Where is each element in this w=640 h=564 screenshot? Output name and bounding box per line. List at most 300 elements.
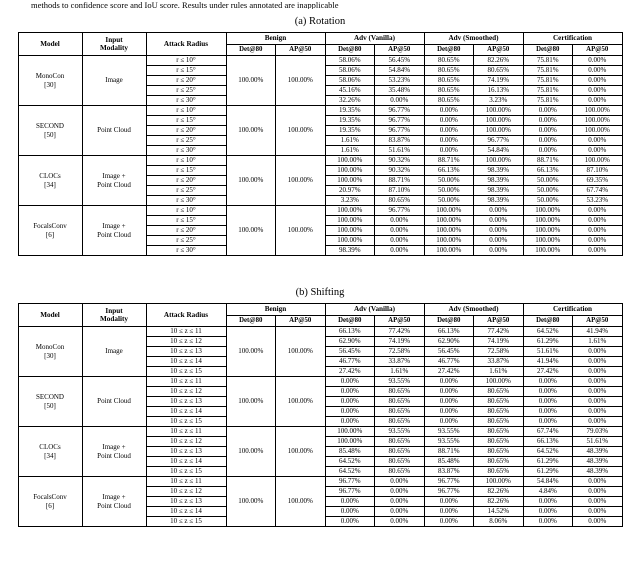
header-input-modality: Input Modality bbox=[82, 33, 146, 56]
header-ap50: AP@50 bbox=[276, 45, 326, 56]
cert-ap-cell: 0.00% bbox=[573, 66, 623, 76]
adv-smoothed-ap-cell: 100.00% bbox=[474, 477, 524, 487]
cert-det-cell: 100.00% bbox=[523, 216, 573, 226]
adv-smoothed-ap-cell: 80.65% bbox=[474, 397, 524, 407]
adv-smoothed-det-cell: 0.00% bbox=[424, 407, 474, 417]
cert-ap-cell: 0.00% bbox=[573, 507, 623, 517]
adv-vanilla-det-cell: 100.00% bbox=[325, 236, 375, 246]
adv-vanilla-ap-cell: 96.77% bbox=[375, 106, 425, 116]
adv-vanilla-det-cell: 58.06% bbox=[325, 76, 375, 86]
radius-cell: 10 ≤ z ≤ 13 bbox=[146, 397, 226, 407]
cert-det-cell: 66.13% bbox=[523, 166, 573, 176]
table-row bbox=[18, 106, 622, 116]
cert-det-cell: 88.71% bbox=[523, 156, 573, 166]
adv-smoothed-ap-cell: 54.84% bbox=[474, 146, 524, 156]
cert-det-cell: 0.00% bbox=[523, 146, 573, 156]
benign-ap-cell: 100.00% bbox=[276, 106, 326, 156]
cert-det-cell: 0.00% bbox=[523, 126, 573, 136]
header-benign: Benign bbox=[226, 304, 325, 316]
header-adv-vanilla: Adv (Vanilla) bbox=[325, 33, 424, 45]
adv-smoothed-det-cell: 96.77% bbox=[424, 477, 474, 487]
adv-vanilla-ap-cell: 80.65% bbox=[375, 397, 425, 407]
table-row bbox=[18, 156, 622, 166]
radius-cell: 10 ≤ z ≤ 13 bbox=[146, 497, 226, 507]
adv-vanilla-det-cell: 0.00% bbox=[325, 497, 375, 507]
cert-ap-cell: 100.00% bbox=[573, 106, 623, 116]
adv-vanilla-ap-cell: 0.00% bbox=[375, 246, 425, 256]
modality-cell: Point Cloud bbox=[82, 106, 146, 156]
header-adv-smoothed: Adv (Smoothed) bbox=[424, 304, 523, 316]
adv-smoothed-ap-cell: 80.65% bbox=[474, 387, 524, 397]
table-row bbox=[18, 427, 622, 437]
adv-vanilla-det-cell: 100.00% bbox=[325, 216, 375, 226]
radius-cell: 10 ≤ z ≤ 15 bbox=[146, 417, 226, 427]
adv-smoothed-ap-cell: 80.65% bbox=[474, 417, 524, 427]
radius-cell: r ≤ 15° bbox=[146, 216, 226, 226]
radius-cell: 10 ≤ z ≤ 14 bbox=[146, 407, 226, 417]
modality-cell: Point Cloud bbox=[82, 377, 146, 427]
adv-vanilla-det-cell: 19.35% bbox=[325, 126, 375, 136]
radius-cell: r ≤ 20° bbox=[146, 226, 226, 236]
cert-det-cell: 41.94% bbox=[523, 357, 573, 367]
radius-cell: r ≤ 25° bbox=[146, 136, 226, 146]
adv-smoothed-det-cell: 80.65% bbox=[424, 66, 474, 76]
adv-vanilla-ap-cell: 51.61% bbox=[375, 146, 425, 156]
cert-ap-cell: 79.03% bbox=[573, 427, 623, 437]
cert-ap-cell: 0.00% bbox=[573, 216, 623, 226]
table-host-rotation bbox=[0, 32, 640, 256]
cert-ap-cell: 48.39% bbox=[573, 447, 623, 457]
radius-cell: 10 ≤ z ≤ 13 bbox=[146, 447, 226, 457]
adv-smoothed-ap-cell: 82.26% bbox=[474, 497, 524, 507]
adv-vanilla-ap-cell: 80.65% bbox=[375, 196, 425, 206]
header-certification: Certification bbox=[523, 304, 622, 316]
header-det80: Det@80 bbox=[226, 316, 276, 327]
header-det80: Det@80 bbox=[523, 316, 573, 327]
adv-smoothed-det-cell: 50.00% bbox=[424, 176, 474, 186]
cert-ap-cell: 0.00% bbox=[573, 236, 623, 246]
adv-vanilla-ap-cell: 96.77% bbox=[375, 206, 425, 216]
benign-ap-cell: 100.00% bbox=[276, 156, 326, 206]
adv-smoothed-det-cell: 62.90% bbox=[424, 337, 474, 347]
cert-det-cell: 75.81% bbox=[523, 66, 573, 76]
table-row bbox=[18, 327, 622, 337]
cert-ap-cell: 100.00% bbox=[573, 156, 623, 166]
cert-ap-cell: 87.10% bbox=[573, 166, 623, 176]
adv-vanilla-ap-cell: 90.32% bbox=[375, 156, 425, 166]
adv-smoothed-ap-cell: 96.77% bbox=[474, 136, 524, 146]
adv-vanilla-ap-cell: 96.77% bbox=[375, 116, 425, 126]
header-adv-smoothed: Adv (Smoothed) bbox=[424, 33, 523, 45]
cert-ap-cell: 100.00% bbox=[573, 126, 623, 136]
benign-det-cell: 100.00% bbox=[226, 106, 276, 156]
benign-det-cell: 100.00% bbox=[226, 327, 276, 377]
header-det80: Det@80 bbox=[424, 316, 474, 327]
header-model: Model bbox=[18, 33, 82, 56]
cert-det-cell: 0.00% bbox=[523, 387, 573, 397]
cert-ap-cell: 1.61% bbox=[573, 337, 623, 347]
cert-det-cell: 66.13% bbox=[523, 437, 573, 447]
modality-cell: Image + Point Cloud bbox=[82, 156, 146, 206]
cert-det-cell: 100.00% bbox=[523, 226, 573, 236]
adv-smoothed-det-cell: 50.00% bbox=[424, 196, 474, 206]
cert-det-cell: 0.00% bbox=[523, 417, 573, 427]
radius-cell: 10 ≤ z ≤ 11 bbox=[146, 327, 226, 337]
adv-vanilla-ap-cell: 74.19% bbox=[375, 337, 425, 347]
adv-vanilla-det-cell: 19.35% bbox=[325, 116, 375, 126]
cert-ap-cell: 0.00% bbox=[573, 377, 623, 387]
adv-smoothed-det-cell: 93.55% bbox=[424, 427, 474, 437]
adv-vanilla-det-cell: 64.52% bbox=[325, 467, 375, 477]
radius-cell: r ≤ 15° bbox=[146, 166, 226, 176]
cert-det-cell: 50.00% bbox=[523, 196, 573, 206]
radius-cell: 10 ≤ z ≤ 12 bbox=[146, 487, 226, 497]
header-ap50: AP@50 bbox=[573, 316, 623, 327]
adv-vanilla-det-cell: 0.00% bbox=[325, 397, 375, 407]
cert-det-cell: 100.00% bbox=[523, 206, 573, 216]
cert-det-cell: 0.00% bbox=[523, 377, 573, 387]
benign-det-cell: 100.00% bbox=[226, 156, 276, 206]
adv-vanilla-ap-cell: 54.84% bbox=[375, 66, 425, 76]
adv-smoothed-det-cell: 100.00% bbox=[424, 216, 474, 226]
adv-vanilla-ap-cell: 0.00% bbox=[375, 507, 425, 517]
cert-det-cell: 75.81% bbox=[523, 86, 573, 96]
adv-smoothed-det-cell: 80.65% bbox=[424, 56, 474, 66]
adv-smoothed-det-cell: 0.00% bbox=[424, 136, 474, 146]
cert-ap-cell: 0.00% bbox=[573, 487, 623, 497]
adv-vanilla-det-cell: 100.00% bbox=[325, 166, 375, 176]
adv-vanilla-det-cell: 0.00% bbox=[325, 417, 375, 427]
radius-cell: r ≤ 25° bbox=[146, 86, 226, 96]
adv-vanilla-ap-cell: 90.32% bbox=[375, 166, 425, 176]
cert-det-cell: 75.81% bbox=[523, 96, 573, 106]
radius-cell: r ≤ 10° bbox=[146, 206, 226, 216]
adv-smoothed-ap-cell: 98.39% bbox=[474, 196, 524, 206]
benign-ap-cell: 100.00% bbox=[276, 427, 326, 477]
radius-cell: 10 ≤ z ≤ 12 bbox=[146, 387, 226, 397]
cert-det-cell: 100.00% bbox=[523, 246, 573, 256]
header-ap50: AP@50 bbox=[573, 45, 623, 56]
adv-smoothed-det-cell: 83.87% bbox=[424, 467, 474, 477]
cert-det-cell: 61.29% bbox=[523, 337, 573, 347]
header-benign: Benign bbox=[226, 33, 325, 45]
adv-vanilla-ap-cell: 80.65% bbox=[375, 407, 425, 417]
radius-cell: r ≤ 20° bbox=[146, 176, 226, 186]
cert-ap-cell: 0.00% bbox=[573, 397, 623, 407]
adv-vanilla-det-cell: 19.35% bbox=[325, 106, 375, 116]
adv-smoothed-det-cell: 0.00% bbox=[424, 397, 474, 407]
cert-det-cell: 54.84% bbox=[523, 477, 573, 487]
results-table-shifting bbox=[18, 303, 623, 527]
adv-smoothed-ap-cell: 14.52% bbox=[474, 507, 524, 517]
adv-vanilla-ap-cell: 56.45% bbox=[375, 56, 425, 66]
adv-smoothed-det-cell: 80.65% bbox=[424, 96, 474, 106]
adv-smoothed-det-cell: 66.13% bbox=[424, 327, 474, 337]
adv-vanilla-det-cell: 100.00% bbox=[325, 427, 375, 437]
cert-ap-cell: 0.00% bbox=[573, 517, 623, 527]
radius-cell: 10 ≤ z ≤ 14 bbox=[146, 357, 226, 367]
cert-det-cell: 61.29% bbox=[523, 457, 573, 467]
adv-vanilla-det-cell: 58.06% bbox=[325, 66, 375, 76]
adv-vanilla-det-cell: 32.26% bbox=[325, 96, 375, 106]
adv-smoothed-det-cell: 0.00% bbox=[424, 126, 474, 136]
header-attack-radius: Attack Radius bbox=[146, 304, 226, 327]
model-cell: CLOCs [34] bbox=[18, 156, 82, 206]
adv-vanilla-det-cell: 66.13% bbox=[325, 327, 375, 337]
header-det80: Det@80 bbox=[424, 45, 474, 56]
adv-vanilla-ap-cell: 0.00% bbox=[375, 226, 425, 236]
radius-cell: 10 ≤ z ≤ 11 bbox=[146, 377, 226, 387]
adv-smoothed-ap-cell: 80.65% bbox=[474, 467, 524, 477]
adv-vanilla-ap-cell: 53.23% bbox=[375, 76, 425, 86]
header-det80: Det@80 bbox=[325, 45, 375, 56]
cert-det-cell: 0.00% bbox=[523, 136, 573, 146]
benign-det-cell: 100.00% bbox=[226, 377, 276, 427]
adv-vanilla-ap-cell: 80.65% bbox=[375, 437, 425, 447]
adv-vanilla-ap-cell: 1.61% bbox=[375, 367, 425, 377]
adv-smoothed-ap-cell: 100.00% bbox=[474, 116, 524, 126]
adv-vanilla-det-cell: 27.42% bbox=[325, 367, 375, 377]
cert-ap-cell: 48.39% bbox=[573, 457, 623, 467]
adv-vanilla-ap-cell: 87.10% bbox=[375, 186, 425, 196]
adv-smoothed-det-cell: 56.45% bbox=[424, 347, 474, 357]
adv-smoothed-ap-cell: 8.06% bbox=[474, 517, 524, 527]
header-ap50: AP@50 bbox=[474, 45, 524, 56]
adv-vanilla-det-cell: 100.00% bbox=[325, 437, 375, 447]
adv-vanilla-det-cell: 96.77% bbox=[325, 487, 375, 497]
adv-vanilla-det-cell: 46.77% bbox=[325, 357, 375, 367]
cert-det-cell: 0.00% bbox=[523, 407, 573, 417]
adv-vanilla-det-cell: 1.61% bbox=[325, 146, 375, 156]
adv-smoothed-ap-cell: 0.00% bbox=[474, 206, 524, 216]
cert-det-cell: 0.00% bbox=[523, 497, 573, 507]
cert-det-cell: 64.52% bbox=[523, 327, 573, 337]
adv-vanilla-ap-cell: 0.00% bbox=[375, 477, 425, 487]
cert-ap-cell: 0.00% bbox=[573, 56, 623, 66]
adv-smoothed-ap-cell: 72.58% bbox=[474, 347, 524, 357]
adv-smoothed-det-cell: 88.71% bbox=[424, 156, 474, 166]
top-text-fragment: methods to confidence score and IoU score. Results under rules annotated are inapplicable bbox=[31, 0, 339, 9]
table-row bbox=[18, 56, 622, 66]
adv-smoothed-ap-cell: 80.65% bbox=[474, 66, 524, 76]
adv-smoothed-det-cell: 88.71% bbox=[424, 447, 474, 457]
adv-vanilla-det-cell: 100.00% bbox=[325, 176, 375, 186]
adv-vanilla-ap-cell: 93.55% bbox=[375, 427, 425, 437]
header-model: Model bbox=[18, 304, 82, 327]
radius-cell: r ≤ 10° bbox=[146, 56, 226, 66]
header-ap50: AP@50 bbox=[276, 316, 326, 327]
radius-cell: 10 ≤ z ≤ 14 bbox=[146, 457, 226, 467]
modality-cell: Image + Point Cloud bbox=[82, 477, 146, 527]
adv-smoothed-det-cell: 96.77% bbox=[424, 487, 474, 497]
benign-ap-cell: 100.00% bbox=[276, 206, 326, 256]
model-cell: SECOND [50] bbox=[18, 377, 82, 427]
cert-ap-cell: 0.00% bbox=[573, 497, 623, 507]
cert-ap-cell: 0.00% bbox=[573, 76, 623, 86]
radius-cell: 10 ≤ z ≤ 15 bbox=[146, 367, 226, 377]
cert-det-cell: 50.00% bbox=[523, 186, 573, 196]
adv-smoothed-det-cell: 85.48% bbox=[424, 457, 474, 467]
adv-vanilla-ap-cell: 0.00% bbox=[375, 236, 425, 246]
cert-ap-cell: 41.94% bbox=[573, 327, 623, 337]
cert-ap-cell: 67.74% bbox=[573, 186, 623, 196]
radius-cell: 10 ≤ z ≤ 12 bbox=[146, 437, 226, 447]
adv-vanilla-ap-cell: 72.58% bbox=[375, 347, 425, 357]
cert-det-cell: 0.00% bbox=[523, 116, 573, 126]
adv-vanilla-det-cell: 0.00% bbox=[325, 387, 375, 397]
cert-det-cell: 0.00% bbox=[523, 106, 573, 116]
cert-ap-cell: 0.00% bbox=[573, 367, 623, 377]
adv-smoothed-det-cell: 0.00% bbox=[424, 377, 474, 387]
model-cell: FocalsConv [6] bbox=[18, 206, 82, 256]
cert-det-cell: 64.52% bbox=[523, 447, 573, 457]
adv-smoothed-ap-cell: 77.42% bbox=[474, 327, 524, 337]
model-cell: CLOCs [34] bbox=[18, 427, 82, 477]
cert-ap-cell: 69.35% bbox=[573, 176, 623, 186]
cert-ap-cell: 0.00% bbox=[573, 477, 623, 487]
cert-ap-cell: 100.00% bbox=[573, 116, 623, 126]
adv-smoothed-ap-cell: 100.00% bbox=[474, 106, 524, 116]
cert-ap-cell: 51.61% bbox=[573, 437, 623, 447]
cert-ap-cell: 48.39% bbox=[573, 467, 623, 477]
radius-cell: 10 ≤ z ≤ 14 bbox=[146, 507, 226, 517]
adv-vanilla-ap-cell: 93.55% bbox=[375, 377, 425, 387]
adv-vanilla-det-cell: 0.00% bbox=[325, 507, 375, 517]
radius-cell: r ≤ 10° bbox=[146, 106, 226, 116]
adv-vanilla-det-cell: 100.00% bbox=[325, 156, 375, 166]
adv-smoothed-ap-cell: 100.00% bbox=[474, 156, 524, 166]
cert-ap-cell: 0.00% bbox=[573, 136, 623, 146]
cert-ap-cell: 0.00% bbox=[573, 206, 623, 216]
radius-cell: 10 ≤ z ≤ 15 bbox=[146, 517, 226, 527]
table-row bbox=[18, 477, 622, 487]
adv-smoothed-ap-cell: 74.19% bbox=[474, 76, 524, 86]
cert-det-cell: 0.00% bbox=[523, 517, 573, 527]
benign-det-cell: 100.00% bbox=[226, 56, 276, 106]
cert-det-cell: 75.81% bbox=[523, 76, 573, 86]
adv-vanilla-det-cell: 85.48% bbox=[325, 447, 375, 457]
adv-smoothed-det-cell: 0.00% bbox=[424, 497, 474, 507]
radius-cell: r ≤ 10° bbox=[146, 156, 226, 166]
cert-det-cell: 100.00% bbox=[523, 236, 573, 246]
cert-ap-cell: 0.00% bbox=[573, 347, 623, 357]
adv-vanilla-ap-cell: 83.87% bbox=[375, 136, 425, 146]
adv-vanilla-ap-cell: 35.48% bbox=[375, 86, 425, 96]
adv-vanilla-det-cell: 62.90% bbox=[325, 337, 375, 347]
cert-ap-cell: 0.00% bbox=[573, 387, 623, 397]
adv-smoothed-ap-cell: 98.39% bbox=[474, 186, 524, 196]
radius-cell: r ≤ 15° bbox=[146, 66, 226, 76]
adv-smoothed-ap-cell: 80.65% bbox=[474, 457, 524, 467]
adv-smoothed-ap-cell: 0.00% bbox=[474, 216, 524, 226]
adv-smoothed-ap-cell: 82.26% bbox=[474, 487, 524, 497]
radius-cell: r ≤ 30° bbox=[146, 146, 226, 156]
adv-smoothed-ap-cell: 80.65% bbox=[474, 427, 524, 437]
cert-ap-cell: 0.00% bbox=[573, 146, 623, 156]
adv-vanilla-ap-cell: 0.00% bbox=[375, 487, 425, 497]
radius-cell: r ≤ 20° bbox=[146, 126, 226, 136]
adv-vanilla-ap-cell: 80.65% bbox=[375, 457, 425, 467]
adv-smoothed-ap-cell: 74.19% bbox=[474, 337, 524, 347]
modality-cell: Image bbox=[82, 327, 146, 377]
results-table-rotation bbox=[18, 32, 623, 256]
adv-smoothed-det-cell: 0.00% bbox=[424, 146, 474, 156]
adv-smoothed-det-cell: 27.42% bbox=[424, 367, 474, 377]
adv-smoothed-ap-cell: 16.13% bbox=[474, 86, 524, 96]
adv-vanilla-det-cell: 45.16% bbox=[325, 86, 375, 96]
adv-smoothed-ap-cell: 98.39% bbox=[474, 176, 524, 186]
radius-cell: 10 ≤ z ≤ 12 bbox=[146, 337, 226, 347]
adv-vanilla-ap-cell: 0.00% bbox=[375, 96, 425, 106]
radius-cell: 10 ≤ z ≤ 15 bbox=[146, 467, 226, 477]
adv-smoothed-det-cell: 100.00% bbox=[424, 246, 474, 256]
adv-vanilla-det-cell: 100.00% bbox=[325, 206, 375, 216]
adv-vanilla-det-cell: 1.61% bbox=[325, 136, 375, 146]
cert-det-cell: 51.61% bbox=[523, 347, 573, 357]
cert-ap-cell: 0.00% bbox=[573, 96, 623, 106]
adv-vanilla-ap-cell: 0.00% bbox=[375, 497, 425, 507]
adv-vanilla-det-cell: 98.39% bbox=[325, 246, 375, 256]
cert-ap-cell: 0.00% bbox=[573, 417, 623, 427]
benign-ap-cell: 100.00% bbox=[276, 477, 326, 527]
adv-vanilla-ap-cell: 88.71% bbox=[375, 176, 425, 186]
header-certification: Certification bbox=[523, 33, 622, 45]
adv-smoothed-det-cell: 100.00% bbox=[424, 236, 474, 246]
benign-det-cell: 100.00% bbox=[226, 477, 276, 527]
adv-smoothed-ap-cell: 80.65% bbox=[474, 407, 524, 417]
benign-ap-cell: 100.00% bbox=[276, 327, 326, 377]
adv-smoothed-ap-cell: 80.65% bbox=[474, 437, 524, 447]
benign-det-cell: 100.00% bbox=[226, 206, 276, 256]
adv-vanilla-ap-cell: 96.77% bbox=[375, 126, 425, 136]
radius-cell: r ≤ 30° bbox=[146, 96, 226, 106]
header-ap50: AP@50 bbox=[375, 45, 425, 56]
radius-cell: r ≤ 30° bbox=[146, 246, 226, 256]
radius-cell: 10 ≤ z ≤ 13 bbox=[146, 347, 226, 357]
adv-vanilla-ap-cell: 77.42% bbox=[375, 327, 425, 337]
cert-det-cell: 0.00% bbox=[523, 397, 573, 407]
adv-smoothed-det-cell: 0.00% bbox=[424, 417, 474, 427]
cert-ap-cell: 0.00% bbox=[573, 86, 623, 96]
adv-vanilla-det-cell: 96.77% bbox=[325, 477, 375, 487]
header-input-modality: Input Modality bbox=[82, 304, 146, 327]
adv-smoothed-ap-cell: 3.23% bbox=[474, 96, 524, 106]
adv-smoothed-det-cell: 46.77% bbox=[424, 357, 474, 367]
adv-vanilla-ap-cell: 0.00% bbox=[375, 216, 425, 226]
radius-cell: r ≤ 30° bbox=[146, 196, 226, 206]
adv-smoothed-det-cell: 50.00% bbox=[424, 186, 474, 196]
adv-smoothed-det-cell: 0.00% bbox=[424, 507, 474, 517]
cert-det-cell: 75.81% bbox=[523, 56, 573, 66]
adv-vanilla-det-cell: 0.00% bbox=[325, 377, 375, 387]
adv-smoothed-det-cell: 66.13% bbox=[424, 166, 474, 176]
radius-cell: r ≤ 15° bbox=[146, 116, 226, 126]
adv-vanilla-ap-cell: 80.65% bbox=[375, 387, 425, 397]
header-attack-radius: Attack Radius bbox=[146, 33, 226, 56]
modality-cell: Image + Point Cloud bbox=[82, 206, 146, 256]
cert-ap-cell: 0.00% bbox=[573, 246, 623, 256]
header-ap50: AP@50 bbox=[375, 316, 425, 327]
adv-smoothed-det-cell: 100.00% bbox=[424, 206, 474, 216]
cert-det-cell: 27.42% bbox=[523, 367, 573, 377]
adv-vanilla-det-cell: 20.97% bbox=[325, 186, 375, 196]
adv-smoothed-ap-cell: 100.00% bbox=[474, 126, 524, 136]
model-cell: SECOND [50] bbox=[18, 106, 82, 156]
adv-vanilla-det-cell: 3.23% bbox=[325, 196, 375, 206]
modality-cell: Image bbox=[82, 56, 146, 106]
adv-vanilla-det-cell: 64.52% bbox=[325, 457, 375, 467]
radius-cell: 10 ≤ z ≤ 11 bbox=[146, 477, 226, 487]
